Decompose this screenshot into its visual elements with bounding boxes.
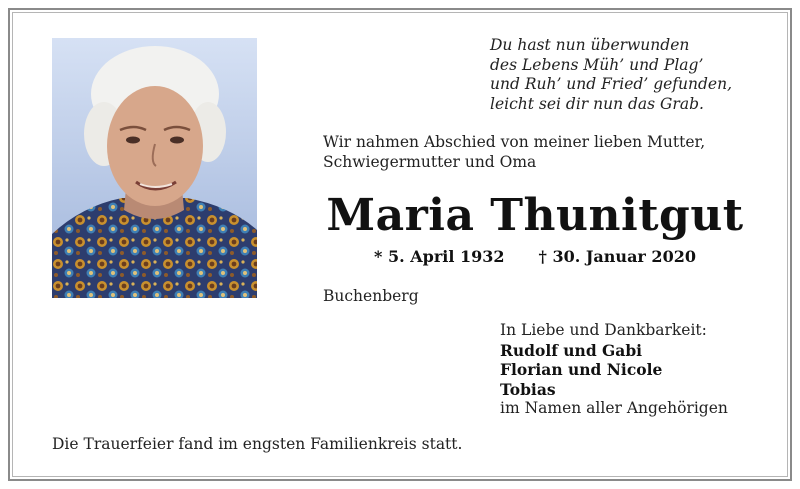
- farewell-intro: [323, 132, 783, 172]
- intro-line: Wir nahmen Abschied von meiner lieben Mutter,: [323, 133, 706, 151]
- intro-line: Schwiegermutter und Oma: [323, 153, 537, 171]
- poem-line: des Lebens Müh’ und Plag’: [490, 55, 704, 74]
- deceased-name: Maria Thunitgut: [326, 190, 744, 241]
- poem-line: Du hast nun überwunden: [490, 36, 690, 54]
- life-dates: [300, 247, 770, 267]
- poem-verse: [490, 36, 780, 114]
- family-member: Florian und Nicole: [500, 360, 663, 379]
- place-name: Buchenberg: [323, 287, 419, 305]
- funeral-note: Die Trauerfeier fand im engsten Familienkreis statt.: [52, 435, 463, 453]
- death-date: † 30. Januar 2020: [538, 247, 696, 266]
- birth-date: * 5. April 1932: [374, 247, 505, 266]
- family-heading: In Liebe und Dankbarkeit:: [500, 321, 707, 339]
- poem-line: leicht sei dir nun das Grab.: [490, 94, 704, 113]
- portrait-photo: [52, 38, 257, 298]
- family-signature: [500, 321, 785, 419]
- family-member: Rudolf und Gabi: [500, 340, 643, 360]
- poem-line: und Ruh’ und Fried’ gefunden,: [490, 75, 732, 93]
- family-member: Tobias: [500, 379, 556, 399]
- family-closing: im Namen aller Angehörigen: [500, 399, 728, 417]
